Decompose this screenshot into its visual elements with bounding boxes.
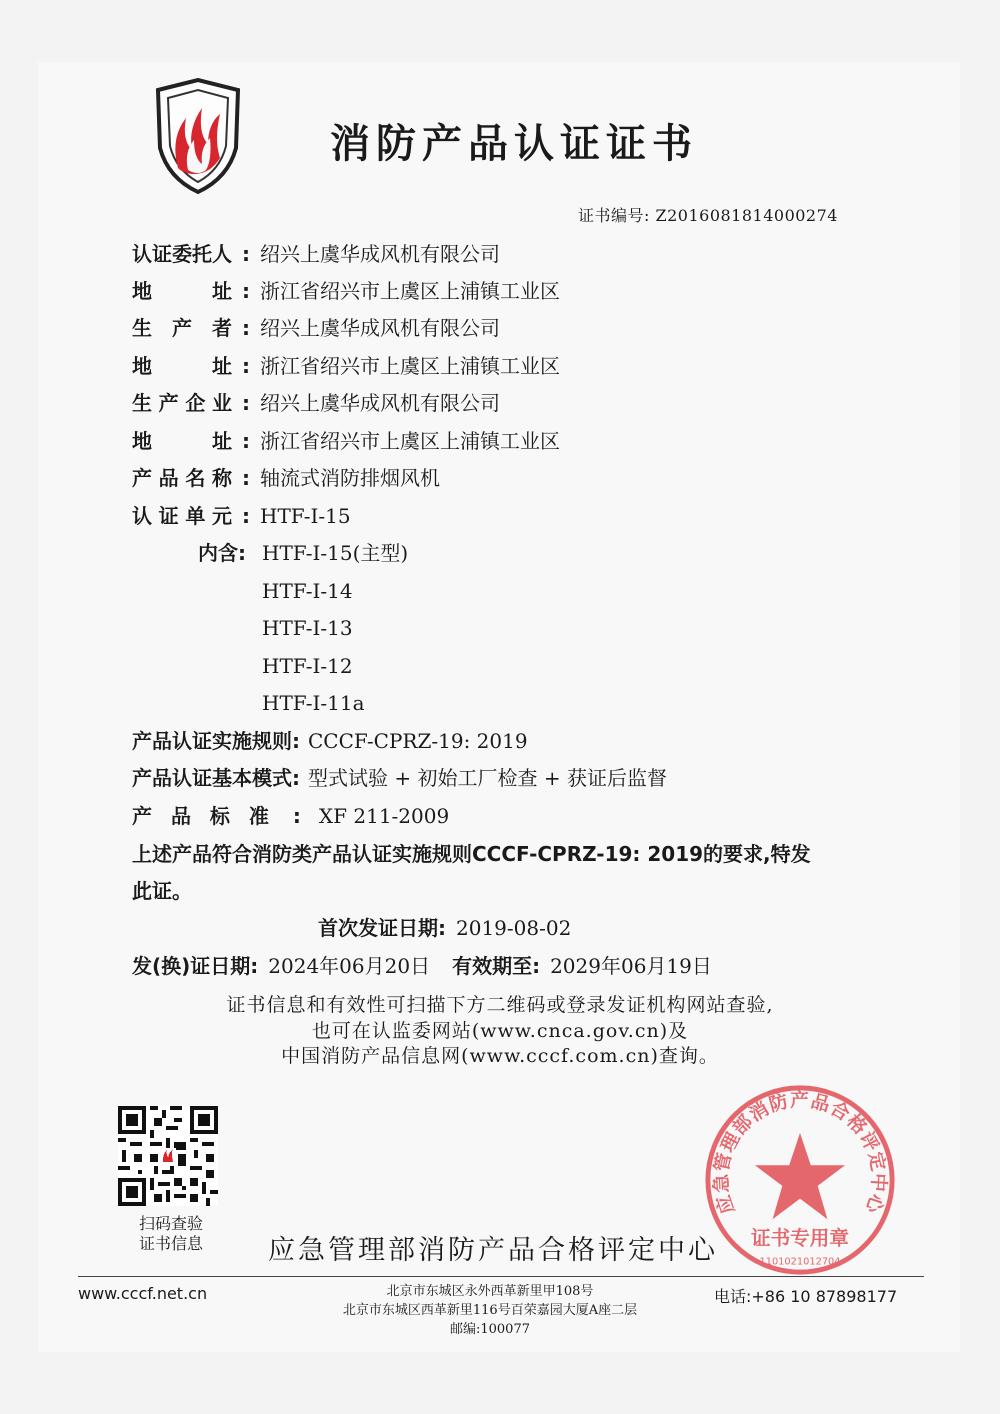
field-label: 地址 xyxy=(132,429,232,453)
footer-divider xyxy=(78,1276,924,1277)
product-standard-row: 产 品 标 准 : XF 211-2009 xyxy=(132,804,450,828)
field-value: 浙江省绍兴市上虞区上浦镇工业区 xyxy=(260,429,560,453)
standard-label: 产 品 标 准 xyxy=(132,804,275,828)
rule-value: CCCF-CPRZ-19: 2019 xyxy=(308,729,528,753)
field-row-manufacturer: 生产企业 : 绍兴上虞华成风机有限公司 xyxy=(132,391,500,415)
notice-line-2: 也可在认监委网站(www.cnca.gov.cn)及 xyxy=(311,1020,689,1042)
svg-text:应急管理部消防产品合格评定中心: 应急管理部消防产品合格评定中心 xyxy=(711,1090,889,1217)
field-value: 绍兴上虞华成风机有限公司 xyxy=(260,391,500,415)
field-row-product-name: 产品名称 : 轴流式消防排烟风机 xyxy=(132,466,440,490)
field-row-address-3: 地址 : 浙江省绍兴市上虞区上浦镇工业区 xyxy=(132,429,560,453)
standard-value: XF 211-2009 xyxy=(318,804,450,828)
first-issue-row xyxy=(318,915,571,941)
footer-address xyxy=(280,1282,700,1339)
fire-shield-logo xyxy=(148,78,248,194)
include-item: HTF-I-13 xyxy=(262,616,353,640)
field-value: 轴流式消防排烟风机 xyxy=(260,466,440,490)
statement-line-1: 上述产品符合消防类产品认证实施规则CCCF-CPRZ-19: 2019的要求,特发 xyxy=(132,842,811,866)
implementation-rule-row xyxy=(132,728,528,754)
qr-caption-line-2: 证书信息 xyxy=(138,1234,203,1253)
field-label: 产品名称 xyxy=(132,466,232,490)
include-item: HTF-I-15(主型) xyxy=(262,541,409,565)
includes-label: 内含: xyxy=(198,541,246,565)
include-item: HTF-I-11a xyxy=(262,691,365,715)
statement-line-2: 此证。 xyxy=(132,879,192,903)
include-item: HTF-I-12 xyxy=(262,654,353,678)
field-label: 认证单元 xyxy=(132,504,232,528)
field-value: 绍兴上虞华成风机有限公司 xyxy=(260,242,500,266)
include-item: HTF-I-14 xyxy=(262,579,353,603)
field-row-address-1: 地址 : 浙江省绍兴市上虞区上浦镇工业区 xyxy=(132,279,560,303)
issue-date: 2024年06月20日 xyxy=(268,954,431,978)
certificate-number: 证书编号: Z2016081814000274 xyxy=(578,206,838,225)
issue-date-row xyxy=(132,953,712,979)
notice-line-3: 中国消防产品信息网(www.cccf.com.cn)查询。 xyxy=(281,1045,719,1067)
field-row-producer: 生产者 : 绍兴上虞华成风机有限公司 xyxy=(132,316,500,340)
field-label: 地址 xyxy=(132,279,232,303)
field-value: HTF-I-15 xyxy=(260,504,351,528)
valid-date: 2029年06月19日 xyxy=(550,954,712,978)
field-label: 生产者 xyxy=(132,316,232,340)
field-row-cert-unit: 认证单元 : HTF-I-15 xyxy=(132,504,351,528)
field-value: 浙江省绍兴市上虞区上浦镇工业区 xyxy=(260,354,560,378)
notice-line-1: 证书信息和有效性可扫描下方二维码或登录发证机构网站查验, xyxy=(226,994,774,1016)
issuing-authority: 应急管理部消防产品合格评定中心 xyxy=(268,1235,718,1266)
valid-label: 有效期至: xyxy=(452,954,541,978)
official-seal-stamp xyxy=(702,1082,898,1278)
qr-caption-line-1: 扫码查验 xyxy=(138,1214,203,1233)
certification-mode-row xyxy=(132,765,667,791)
svg-text:1101021012704: 1101021012704 xyxy=(759,1256,841,1268)
field-label: 生产企业 xyxy=(132,391,232,415)
footer-address-line: 北京市东城区西革新里116号百荣嘉园大厦A座二层 xyxy=(342,1303,638,1318)
certificate-title: 消防产品认证证书 xyxy=(330,121,698,167)
field-label: 认证委托人 xyxy=(132,242,232,266)
qr-code[interactable] xyxy=(118,1106,218,1206)
footer-postcode: 邮编:100077 xyxy=(449,1322,530,1337)
footer-phone: 电话:+86 10 87898177 xyxy=(714,1287,898,1306)
qr-caption xyxy=(126,1214,216,1254)
first-issue-date: 2019-08-02 xyxy=(456,916,572,940)
first-issue-label: 首次发证日期: xyxy=(318,916,446,940)
footer-website-link[interactable]: www.cccf.net.cn xyxy=(78,1284,208,1303)
mode-label: 产品认证基本模式: xyxy=(132,766,300,790)
mode-value: 型式试验 + 初始工厂检查 + 获证后监督 xyxy=(308,766,667,790)
field-value: 浙江省绍兴市上虞区上浦镇工业区 xyxy=(260,279,560,303)
svg-text:证书专用章: 证书专用章 xyxy=(751,1226,849,1250)
rule-label: 产品认证实施规则: xyxy=(132,729,300,753)
field-value: 绍兴上虞华成风机有限公司 xyxy=(260,316,500,340)
field-label: 地址 xyxy=(132,354,232,378)
field-row-client: 认证委托人 : 绍兴上虞华成风机有限公司 xyxy=(132,242,500,266)
footer-address-line: 北京市东城区永外西革新里甲108号 xyxy=(386,1284,594,1299)
field-row-address-2: 地址 : 浙江省绍兴市上虞区上浦镇工业区 xyxy=(132,354,560,378)
issue-label: 发(换)证日期: xyxy=(132,954,259,978)
